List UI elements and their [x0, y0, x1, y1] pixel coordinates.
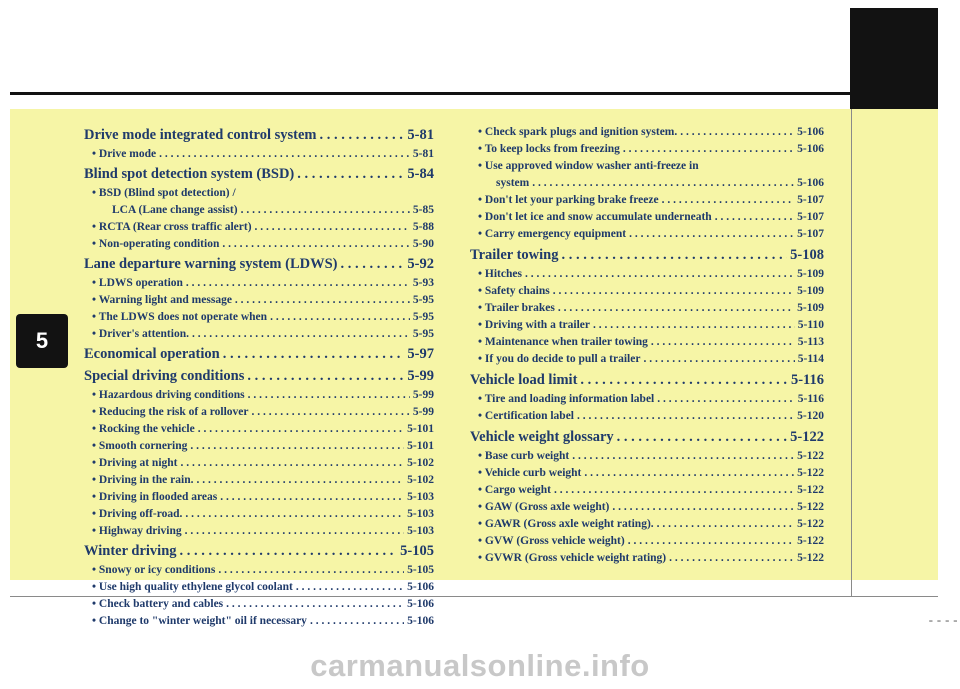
toc-entry[interactable] — [470, 448, 824, 465]
toc-entry[interactable] — [84, 292, 434, 309]
dot-leader — [185, 506, 404, 523]
toc-label: • Reducing the risk of a rollover — [92, 406, 249, 418]
toc-page-number: 5-107 — [797, 228, 824, 240]
margin-divider — [851, 109, 852, 597]
toc-entry[interactable] — [470, 209, 824, 226]
toc-label: • Driving off-road. — [92, 508, 183, 520]
dot-leader — [657, 391, 795, 408]
toc-label: • Driving in the rain. — [92, 474, 194, 486]
dot-leader — [223, 344, 405, 365]
toc-page-number: 5-122 — [797, 552, 824, 564]
dot-leader — [185, 523, 405, 540]
toc-label: Blind spot detection system (BSD) — [84, 166, 295, 182]
toc-page-number: 5-93 — [412, 277, 434, 289]
toc-label: • Use high quality ethylene glycol coolant — [92, 581, 293, 593]
toc-page-number: 5-103 — [407, 525, 434, 537]
toc-page-number: 5-95 — [412, 294, 434, 306]
toc-entry[interactable] — [84, 404, 434, 421]
toc-entry[interactable] — [470, 300, 824, 317]
toc-entry[interactable] — [470, 226, 824, 243]
toc-page-number: 5-99 — [412, 406, 434, 418]
toc-label: Vehicle load limit — [470, 372, 578, 388]
top-rule — [10, 92, 938, 95]
dot-leader — [222, 236, 410, 253]
dot-leader — [159, 146, 410, 163]
toc-label: • GAW (Gross axle weight) — [478, 501, 610, 513]
toc-section-heading[interactable] — [84, 366, 434, 387]
dot-leader — [669, 550, 794, 567]
dot-leader — [643, 351, 794, 368]
toc-label: • To keep locks from freezing — [478, 143, 620, 155]
toc-label: • Driving at night — [92, 457, 178, 469]
toc-label: system — [496, 177, 530, 189]
dot-leader — [715, 209, 794, 226]
toc-entry[interactable] — [470, 408, 824, 425]
toc-left-column — [84, 124, 434, 630]
toc-entry[interactable] — [470, 317, 824, 334]
toc-page-number: 5-81 — [407, 127, 434, 143]
toc-entry[interactable] — [470, 141, 824, 158]
toc-entry[interactable] — [84, 506, 434, 523]
dot-leader — [226, 596, 404, 613]
dot-leader — [218, 562, 404, 579]
dot-leader — [296, 579, 404, 596]
toc-label: • LDWS operation — [92, 277, 183, 289]
toc-label: • Cargo weight — [478, 484, 552, 496]
toc-label: Special driving conditions — [84, 368, 245, 384]
toc-entry[interactable] — [470, 533, 824, 550]
dot-leader — [297, 164, 404, 185]
toc-page-number: 5-114 — [797, 353, 824, 365]
toc-entry[interactable] — [470, 391, 824, 408]
toc-entry[interactable] — [470, 283, 824, 300]
chapter-number: 5 — [35, 328, 49, 353]
toc-label: • Check battery and cables — [92, 598, 224, 610]
watermark: carmanualsonline.info — [310, 648, 650, 683]
toc-entry[interactable] — [470, 266, 824, 283]
toc-page-number: 5-106 — [407, 581, 434, 593]
dot-leader — [558, 300, 794, 317]
page-marker: ---- — [927, 614, 960, 628]
toc-entry[interactable] — [84, 523, 434, 540]
toc-label: Trailer towing — [470, 247, 559, 263]
dot-leader — [198, 421, 404, 438]
toc-page-number: 5-106 — [407, 615, 434, 627]
dot-leader — [554, 482, 794, 499]
toc-label: • Carry emergency equipment — [478, 228, 627, 240]
toc-page-number: 5-109 — [797, 268, 824, 280]
toc-section-heading[interactable] — [470, 427, 824, 448]
toc-page-number: 5-122 — [797, 484, 824, 496]
toc-right-column — [470, 124, 824, 567]
toc-label: Economical operation — [84, 346, 220, 362]
toc-page-number: 5-113 — [797, 336, 824, 348]
toc-section-heading[interactable] — [84, 254, 434, 275]
toc-entry[interactable] — [470, 499, 824, 516]
toc-page-number: 5-120 — [797, 410, 824, 422]
dot-leader — [572, 448, 794, 465]
toc-label: • The LDWS does not operate when — [92, 311, 268, 323]
toc-entry[interactable] — [84, 219, 434, 236]
toc-label: • Don't let your parking brake freeze — [478, 194, 659, 206]
dot-leader — [196, 472, 404, 489]
toc-page-number: 5-102 — [407, 457, 434, 469]
toc-page-number: 5-99 — [412, 389, 434, 401]
toc-section-heading[interactable] — [84, 125, 434, 146]
toc-entry[interactable] — [84, 421, 434, 438]
toc-entry[interactable] — [470, 158, 824, 175]
toc-entry[interactable] — [84, 185, 434, 202]
toc-page-number: 5-107 — [797, 211, 824, 223]
toc-page-number: 5-90 — [412, 238, 434, 250]
toc-page-number: 5-109 — [797, 285, 824, 297]
toc-section-heading[interactable] — [84, 541, 434, 562]
dot-leader — [310, 613, 404, 630]
toc-entry[interactable] — [470, 465, 824, 482]
toc-page-number: 5-107 — [797, 194, 824, 206]
toc-entry-continuation[interactable] — [470, 175, 824, 192]
toc-entry[interactable] — [84, 472, 434, 489]
toc-label: • Driver's attention. — [92, 328, 189, 340]
dot-leader — [340, 254, 404, 275]
toc-page-number: 5-106 — [797, 126, 824, 138]
toc-label: • Rocking the vehicle — [92, 423, 195, 435]
toc-entry[interactable] — [84, 596, 434, 613]
dot-leader — [252, 404, 410, 421]
dot-leader — [617, 427, 788, 448]
toc-entry[interactable] — [470, 516, 824, 533]
toc-entry[interactable] — [470, 124, 824, 141]
toc-page-number: 5-103 — [407, 508, 434, 520]
toc-label: • GVW (Gross vehicle weight) — [478, 535, 625, 547]
dot-leader — [525, 266, 794, 283]
toc-page-number: 5-122 — [797, 450, 824, 462]
toc-page-number: 5-101 — [407, 440, 434, 452]
toc-label: • Driving in flooded areas — [92, 491, 218, 503]
toc-label: Drive mode integrated control system — [84, 127, 317, 143]
dot-leader — [190, 438, 404, 455]
toc-page-number: 5-101 — [407, 423, 434, 435]
toc-label: • Maintenance when trailer towing — [478, 336, 648, 348]
toc-entry[interactable] — [84, 275, 434, 292]
toc-section-heading[interactable] — [470, 370, 824, 391]
toc-page-number: 5-102 — [407, 474, 434, 486]
toc-label: • Smooth cornering — [92, 440, 188, 452]
toc-label: • BSD (Blind spot detection) / — [92, 187, 236, 199]
toc-section-heading[interactable] — [84, 164, 434, 185]
toc-label: • Certification label — [478, 410, 575, 422]
toc-entry-continuation[interactable] — [84, 202, 434, 219]
dot-leader — [192, 326, 410, 343]
dot-leader — [561, 245, 787, 266]
toc-page-number: 5-95 — [412, 328, 434, 340]
toc-page-number: 5-122 — [797, 518, 824, 530]
toc-label: • Vehicle curb weight — [478, 467, 582, 479]
toc-entry[interactable] — [470, 550, 824, 567]
toc-page-number: 5-105 — [400, 543, 434, 559]
toc-section-heading[interactable] — [84, 344, 434, 365]
toc-entry[interactable] — [470, 351, 824, 368]
toc-entry[interactable] — [84, 438, 434, 455]
toc-page-number: 5-122 — [797, 535, 824, 547]
toc-label: • Driving with a trailer — [478, 319, 590, 331]
toc-label: Lane departure warning system (LDWS) — [84, 256, 338, 272]
dot-leader — [662, 192, 795, 209]
dot-leader — [532, 175, 794, 192]
dot-leader — [680, 124, 794, 141]
toc-page-number: 5-106 — [407, 598, 434, 610]
toc-page-number: 5-103 — [407, 491, 434, 503]
toc-label: • Drive mode — [92, 148, 157, 160]
toc-label: • GVWR (Gross vehicle weight rating) — [478, 552, 667, 564]
toc-page-number: 5-116 — [797, 393, 824, 405]
dot-leader — [235, 292, 410, 309]
toc-label: • Trailer brakes — [478, 302, 555, 314]
toc-page-number: 5-110 — [797, 319, 824, 331]
dot-leader — [220, 489, 404, 506]
toc-page-number: 5-81 — [412, 148, 434, 160]
toc-entry[interactable] — [84, 309, 434, 326]
toc-page-number: 5-84 — [407, 166, 434, 182]
toc-entry[interactable] — [84, 387, 434, 404]
toc-page-number: 5-122 — [790, 429, 824, 445]
toc-entry[interactable] — [470, 192, 824, 209]
toc-label: LCA (Lane change assist) — [112, 204, 238, 216]
toc-label: • Don't let ice and snow accumulate underneath — [478, 211, 712, 223]
toc-entry[interactable] — [470, 482, 824, 499]
toc-section-heading[interactable] — [470, 245, 824, 266]
dot-leader — [186, 275, 410, 292]
dot-leader — [255, 219, 410, 236]
toc-page-number: 5-108 — [790, 247, 824, 263]
toc-page-number: 5-106 — [797, 177, 824, 189]
toc-label: • RCTA (Rear cross traffic alert) — [92, 221, 252, 233]
dot-leader — [241, 202, 410, 219]
toc-page-number: 5-109 — [797, 302, 824, 314]
toc-page-number: 5-105 — [407, 564, 434, 576]
toc-entry[interactable] — [84, 146, 434, 163]
dot-leader — [593, 317, 795, 334]
toc-label: • Highway driving — [92, 525, 182, 537]
dot-leader — [612, 499, 794, 516]
toc-page-number: 5-92 — [407, 256, 434, 272]
toc-page-number: 5-122 — [797, 501, 824, 513]
toc-label: • Snowy or icy conditions — [92, 564, 216, 576]
toc-entry[interactable] — [84, 236, 434, 253]
dot-leader — [248, 387, 410, 404]
toc-page-number: 5-88 — [412, 221, 434, 233]
chapter-tab[interactable] — [16, 314, 68, 368]
dot-leader — [319, 125, 404, 146]
toc-page-number: 5-95 — [412, 311, 434, 323]
toc-page-number: 5-97 — [407, 346, 434, 362]
toc-label: • Non-operating condition — [92, 238, 220, 250]
toc-entry[interactable] — [84, 489, 434, 506]
dot-leader — [657, 516, 794, 533]
toc-entry[interactable] — [84, 326, 434, 343]
toc-entry[interactable] — [84, 613, 434, 630]
toc-label: • GAWR (Gross axle weight rating). — [478, 518, 654, 530]
toc-label: • Hazardous driving conditions — [92, 389, 245, 401]
dot-leader — [628, 533, 794, 550]
dot-leader — [270, 309, 410, 326]
dot-leader — [651, 334, 795, 351]
toc-page-number: 5-116 — [790, 372, 824, 388]
dot-leader — [180, 541, 398, 562]
toc-page-number: 5-106 — [797, 143, 824, 155]
toc-label: • Tire and loading information label — [478, 393, 655, 405]
toc-label: • Change to "winter weight" oil if necessary — [92, 615, 307, 627]
toc-label: • Safety chains — [478, 285, 550, 297]
toc-label: • Use approved window washer anti-freeze in — [478, 160, 699, 172]
toc-label: • Base curb weight — [478, 450, 570, 462]
toc-entry[interactable] — [84, 579, 434, 596]
toc-entry[interactable] — [84, 562, 434, 579]
dot-leader — [629, 226, 794, 243]
dot-leader — [553, 283, 794, 300]
dot-leader — [247, 366, 404, 387]
toc-label: • Check spark plugs and ignition system. — [478, 126, 678, 138]
toc-entry[interactable] — [84, 455, 434, 472]
toc-label: • Warning light and message — [92, 294, 232, 306]
toc-entry[interactable] — [470, 334, 824, 351]
toc-label: Winter driving — [84, 543, 177, 559]
toc-page-number: 5-85 — [412, 204, 434, 216]
toc-page-number: 5-99 — [407, 368, 434, 384]
toc-label: • Hitches — [478, 268, 522, 280]
toc-label: Vehicle weight glossary — [470, 429, 614, 445]
dot-leader — [580, 370, 788, 391]
dot-leader — [584, 465, 794, 482]
dot-leader — [577, 408, 794, 425]
toc-label: • If you do decide to pull a trailer — [478, 353, 641, 365]
toc-page-number: 5-122 — [797, 467, 824, 479]
dot-leader — [181, 455, 405, 472]
dot-leader — [623, 141, 794, 158]
